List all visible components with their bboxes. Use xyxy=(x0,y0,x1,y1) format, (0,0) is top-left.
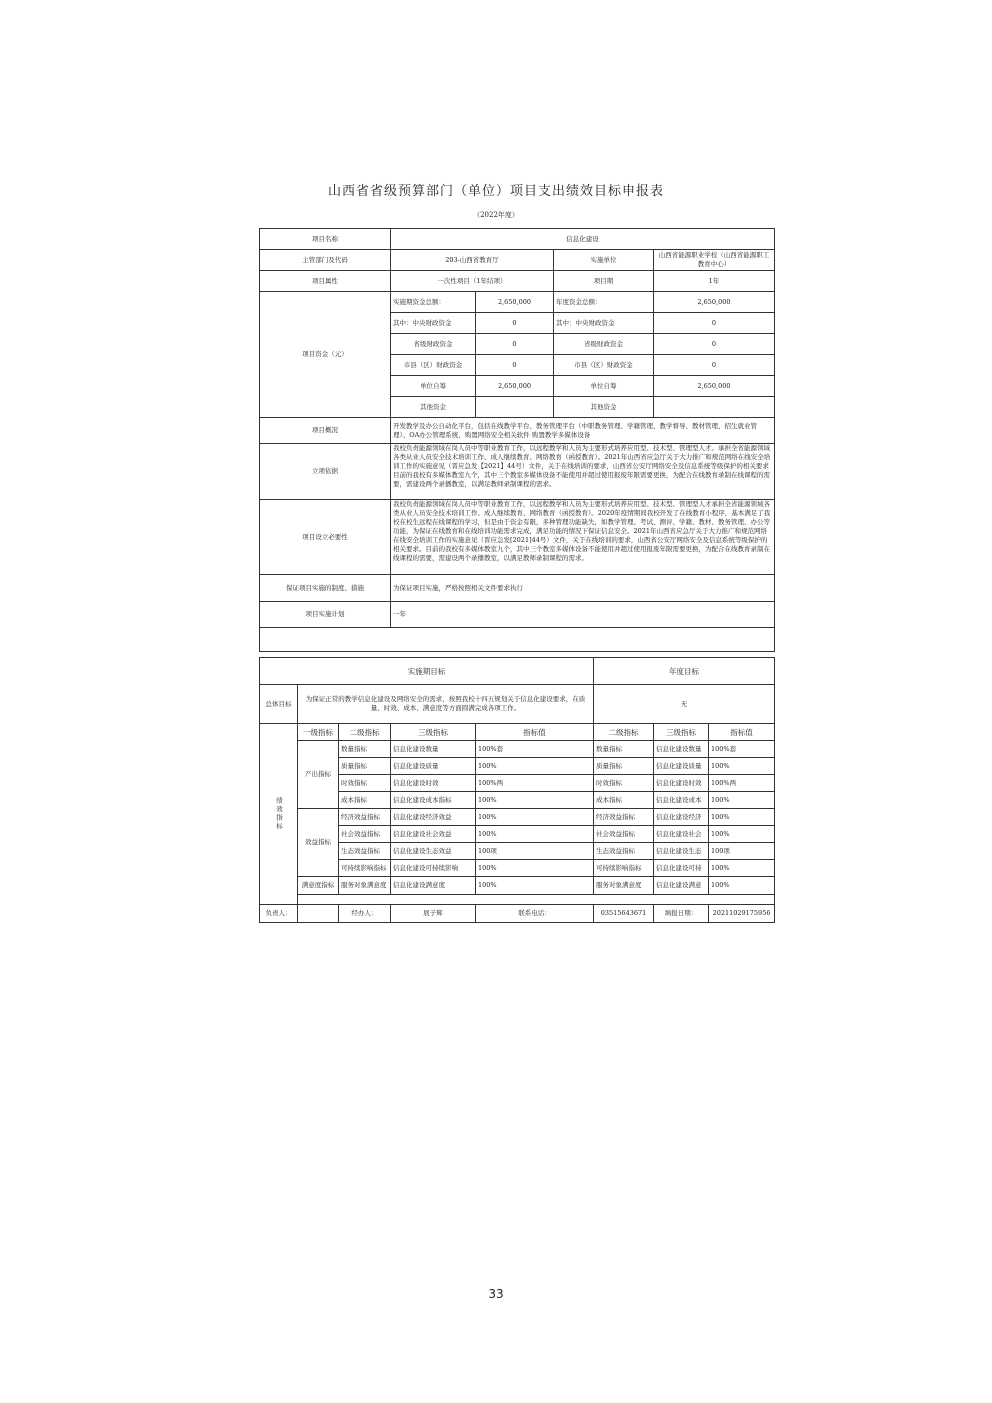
indicator-cell: 成本指标 xyxy=(594,792,654,809)
indicator-cell: 时效指标 xyxy=(339,775,391,792)
level1-output: 产出指标 xyxy=(298,741,339,809)
indicator-cell: 可持续影响指标 xyxy=(594,860,654,877)
fund-cell: 其中：中央财政资金 xyxy=(391,313,476,334)
plan-text: 一年 xyxy=(391,602,775,628)
indicator-cell: 信息化建设经济效益 xyxy=(391,809,476,826)
indicator-cell: 质量指标 xyxy=(594,758,654,775)
indicator-cell: 100% xyxy=(709,792,775,809)
indicator-cell: 信息化建设可持 xyxy=(654,860,709,877)
indicator-cell: 信息化建设社会效益 xyxy=(391,826,476,843)
indicator-cell: 生态效益指标 xyxy=(594,843,654,860)
page-title: 山西省省级预算部门（单位）项目支出绩效目标申报表 xyxy=(327,184,664,199)
indicator-cell: 100%两 xyxy=(709,775,775,792)
measures-text: 为保证项目实施，严格按照相关文件要求执行 xyxy=(391,575,775,602)
fund-cell: 0 xyxy=(476,313,554,334)
attr-value: 一次性项目（1年结项） xyxy=(391,271,554,292)
header-value-year: 指标值 xyxy=(709,724,775,741)
indicator-cell: 信息化建设社会 xyxy=(654,826,709,843)
phone-value: 03515643671 xyxy=(594,905,654,923)
indicator-cell: 时效指标 xyxy=(594,775,654,792)
indicator-cell: 服务对象满意度 xyxy=(339,877,391,895)
fund-cell: 2,650,000 xyxy=(654,292,775,313)
project-name-label: 项目名称 xyxy=(260,229,391,250)
fund-cell: 其他资金 xyxy=(391,397,476,418)
indicator-cell: 社会效益指标 xyxy=(339,826,391,843)
indicator-cell: 100% xyxy=(476,860,594,877)
indicator-cell: 100项 xyxy=(709,843,775,860)
header-level3-year: 三级指标 xyxy=(654,724,709,741)
basis-text xyxy=(391,444,775,500)
fund-cell: 单位自筹 xyxy=(391,376,476,397)
indicator-cell: 数量指标 xyxy=(594,741,654,758)
page-number: 33 xyxy=(488,1287,504,1301)
phone-label: 联系电话： xyxy=(476,905,594,923)
indicator-cell: 数量指标 xyxy=(339,741,391,758)
indicator-cell: 100% xyxy=(476,877,594,895)
indicator-cell: 100%套 xyxy=(476,741,594,758)
overall-goal-text: 为保证正常的教学信息化建设及网络安全的需求，按照我校十四五规划关于信息化建设要求，在质量、时效、成本、满意度等方面圆满完成各项工作。 xyxy=(298,685,594,724)
indicator-cell: 100项 xyxy=(476,843,594,860)
basis-label: 立项依据 xyxy=(260,444,391,500)
indicator-cell: 信息化建设成本指标 xyxy=(391,792,476,809)
necessity-label: 项目设立必要性 xyxy=(260,500,391,575)
indicator-cell: 100%两 xyxy=(476,775,594,792)
fund-cell: 0 xyxy=(654,355,775,376)
fund-cell: 其他资金 xyxy=(554,397,654,418)
indicator-label: 绩效指标 xyxy=(260,724,298,905)
indicator-cell: 信息化建设满意 xyxy=(654,877,709,895)
year-overall-goal: 无 xyxy=(594,685,775,724)
indicator-cell: 100% xyxy=(709,758,775,775)
dept-label: 主管部门及代码 xyxy=(260,250,391,271)
indicator-cell: 100% xyxy=(709,809,775,826)
header-level1: 一级指标 xyxy=(298,724,339,741)
spacer-row xyxy=(298,895,775,905)
indicator-cell: 信息化建设时效 xyxy=(391,775,476,792)
indicator-cell: 信息化建设满意度 xyxy=(391,877,476,895)
indicator-cell: 100% xyxy=(709,860,775,877)
fund-cell: 2,650,000 xyxy=(476,292,554,313)
indicator-cell: 质量指标 xyxy=(339,758,391,775)
indicator-cell: 信息化建设时效 xyxy=(654,775,709,792)
indicator-cell: 信息化建设成本 xyxy=(654,792,709,809)
fund-cell: 0 xyxy=(654,334,775,355)
indicator-cell: 社会效益指标 xyxy=(594,826,654,843)
info-table xyxy=(259,228,775,652)
measures-label: 保证项目实施的制度、措施 xyxy=(260,575,391,602)
indicator-cell: 100%套 xyxy=(709,741,775,758)
leader-value xyxy=(298,905,339,923)
impl-unit-label: 实施单位 xyxy=(554,250,654,271)
overall-goal-label: 总体目标 xyxy=(260,685,298,724)
indicator-cell: 100% xyxy=(709,826,775,843)
indicator-cell: 信息化建设数量 xyxy=(654,741,709,758)
necessity-text xyxy=(391,500,775,575)
fund-cell: 省级财政资金 xyxy=(554,334,654,355)
header-level2-year: 二级指标 xyxy=(594,724,654,741)
indicator-cell: 100% xyxy=(476,809,594,826)
indicator-cell: 成本指标 xyxy=(339,792,391,809)
level1-benefit: 效益指标 xyxy=(298,809,339,877)
fund-cell: 市县（区）财政资金 xyxy=(554,355,654,376)
fund-cell: 省级财政资金 xyxy=(391,334,476,355)
fund-cell: 年度资金总额： xyxy=(554,292,654,313)
header-value: 指标值 xyxy=(476,724,594,741)
fund-cell xyxy=(654,397,775,418)
indicator-cell: 服务对象满意度 xyxy=(594,877,654,895)
overview-text xyxy=(391,418,775,444)
year-goal-header: 年度目标 xyxy=(594,658,775,685)
indicator-cell: 信息化建设生态 xyxy=(654,843,709,860)
dept-value: 203-山西省教育厅 xyxy=(391,250,554,271)
indicator-cell: 100% xyxy=(709,877,775,895)
necessity-content: 我校负责能源领域在岗人员中等职业教育工作，以远程教学和人员为主要形式培养应用型、技术型、管理型人才承担全省能源领域各类从业人员安全技术培训工作、成人继续教育、网络教育（函授教育）。2020年疫情期间我校开发了在线教育小程序，基本满足了我校在校生远程在线课程的学习，但是由于资金有限，多种管理功能缺失，如教学管理、考试、测评、学籍、教材、教务管理、办公等功能，为保证在线教育和在线培训功能需求完成，满足功能的情况下保证信息安全。2021年山西省应急厅关于大力推广和规范网络在线安全培训工作的实施意见（晋应急发[2021]44号）文件，关于在线培训的要求，山西省公安厅网络安全及信息系统等级保护的相关要求。目前的我校有多媒体教室九个，其中三个教室多媒体设备不能使用并超过使用报废年限需要更换，为配合在线教育录制在线课程的需要，需建设两个录播教室，以满足教师录制课程的需求。 xyxy=(393,500,771,562)
page-subtitle: （2022年度） xyxy=(473,211,519,219)
overview-content: 开发教学及办公自动化平台，包括在线教学平台、教务管理平台（中职教务管理、学籍管理、教学督导、教材管理、招生就业管理）、OA办公管理系统、购置网络安全相关软件 购置教学多媒体设备 xyxy=(393,421,757,439)
basis-content: 我校负责能源领域在岗人员中等职业教育工作，以远程教学和人员为主要形式培养应用型、技术型、管理型人才。承担全省能源领域各类从业人员安全技术培训工作、成人继续教育、网络教育（函授教育）。2021年山西省应急厅关于大力推广和规范网络在线安全培训工作的实施意见（晋应急发【2021】44号）文件，关于在线培训的要求，山西省公安厅网络安全及信息系统等级保护的相关要求 目前的我校有多媒体教室九个，其中三个教室多媒体设备不能使用并超过使用报废年限需要更换，为配合在线教育录制在线课程的需要，需建设两个录播教室，以满足教师录制课程的需求。 xyxy=(393,444,771,488)
impl-unit-value: 山西省能源职业学校（山西省能源职工教育中心） xyxy=(654,250,775,271)
fund-cell: 2,650,000 xyxy=(476,376,554,397)
indicator-cell: 生态效益指标 xyxy=(339,843,391,860)
project-name: 信息化建设 xyxy=(391,229,775,250)
goals-table xyxy=(259,657,775,923)
indicator-cell: 信息化建设可持续影响 xyxy=(391,860,476,877)
blank-row xyxy=(260,628,775,652)
fund-cell: 实施期资金总额： xyxy=(391,292,476,313)
indicator-cell: 经济效益指标 xyxy=(339,809,391,826)
indicator-cell: 信息化建设质量 xyxy=(391,758,476,775)
period-label: 项目期 xyxy=(554,271,654,292)
funds-label: 项目资金（元） xyxy=(260,292,391,418)
indicator-cell: 信息化建设数量 xyxy=(391,741,476,758)
period-value: 1年 xyxy=(654,271,775,292)
indicator-cell: 100% xyxy=(476,826,594,843)
fund-cell: 0 xyxy=(654,313,775,334)
attr-label: 项目属性 xyxy=(260,271,391,292)
plan-label: 项目实施计划 xyxy=(260,602,391,628)
handler-value: 展子辉 xyxy=(391,905,476,923)
level1-satisfaction: 满意度指标 xyxy=(298,877,339,895)
fund-cell: 0 xyxy=(476,355,554,376)
date-value: 20211029175956 xyxy=(709,905,775,923)
fund-cell: 其中：中央财政资金 xyxy=(554,313,654,334)
period-goal-header: 实施期目标 xyxy=(260,658,594,685)
fund-cell: 市县（区）财政资金 xyxy=(391,355,476,376)
handler-label: 经办人： xyxy=(339,905,391,923)
fund-cell xyxy=(476,397,554,418)
header-level2: 二级指标 xyxy=(339,724,391,741)
indicator-cell: 经济效益指标 xyxy=(594,809,654,826)
fund-cell: 2,650,000 xyxy=(654,376,775,397)
indicator-cell: 100% xyxy=(476,758,594,775)
header-level3: 三级指标 xyxy=(391,724,476,741)
fund-cell: 0 xyxy=(476,334,554,355)
leader-label: 负责人： xyxy=(260,905,298,923)
indicator-cell: 100% xyxy=(476,792,594,809)
indicator-cell: 信息化建设生态效益 xyxy=(391,843,476,860)
indicator-cell: 可持续影响指标 xyxy=(339,860,391,877)
fund-cell: 单位自筹 xyxy=(554,376,654,397)
indicator-cell: 信息化建设质量 xyxy=(654,758,709,775)
indicator-cell: 信息化建设经济 xyxy=(654,809,709,826)
date-label: 填报日期： xyxy=(654,905,709,923)
overview-label: 项目概况 xyxy=(260,418,391,444)
